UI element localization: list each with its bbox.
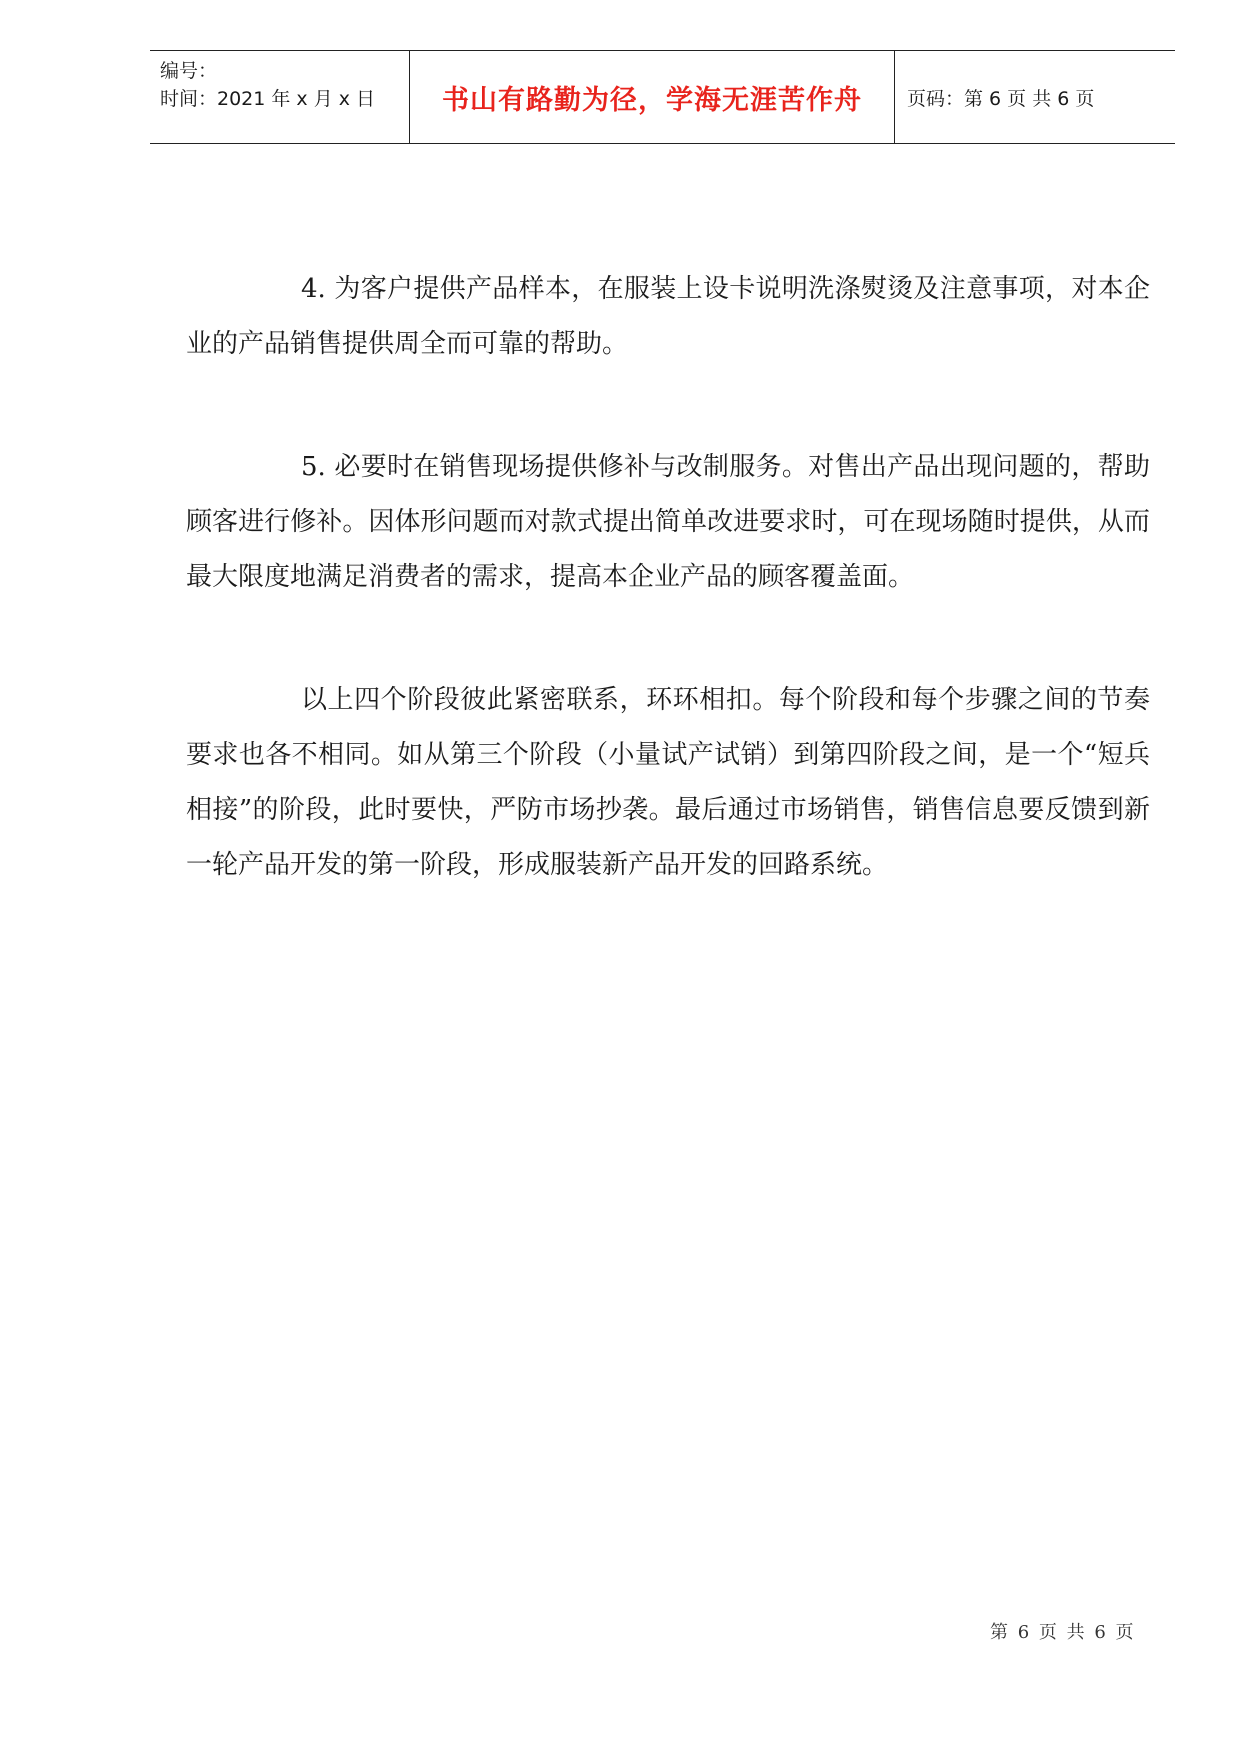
document-number-label: 编号： (160, 60, 218, 82)
paragraph-item-5: 5. 必要时在销售现场提供修补与改制服务。对售出产品出现问题的，帮助顾客进行修补。因体形问题而对款式提出简单改进要求时，可在现场随时提供，从而最大限度地满足消费者的需求，提高本企业产品的顾客覆盖面。 (186, 452, 1150, 592)
header-page-cell (895, 51, 1175, 143)
paragraph-summary: 以上四个阶段彼此紧密联系，环环相扣。每个阶段和每个步骤之间的节奏要求也各不相同。如从第三个阶段（小量试产试销）到第四阶段之间，是一个“短兵相接”的阶段，此时要快，严防市场抄袭。最后通过市场销售，销售信息要反馈到新一轮产品开发的第一阶段，形成服装新产品开发的回路系统。 (186, 685, 1150, 880)
paragraph-item-4: 4. 为客户提供产品样本，在服装上设卡说明洗涤熨烫及注意事项，对本企业的产品销售提供周全而可靠的帮助。 (186, 274, 1150, 359)
header-motto-cell (410, 51, 895, 143)
document-date: 时间：2021 年 x 月 x 日 (160, 88, 376, 110)
header-meta-cell (150, 51, 410, 143)
document-body (186, 262, 1150, 893)
page-footer: 第 6 页 共 6 页 (990, 1622, 1136, 1643)
header-page-code: 页码：第 6 页 共 6 页 (907, 87, 1095, 110)
page-header (150, 50, 1175, 144)
header-motto: 书山有路勤为径，学海无涯苦作舟 (442, 84, 862, 116)
